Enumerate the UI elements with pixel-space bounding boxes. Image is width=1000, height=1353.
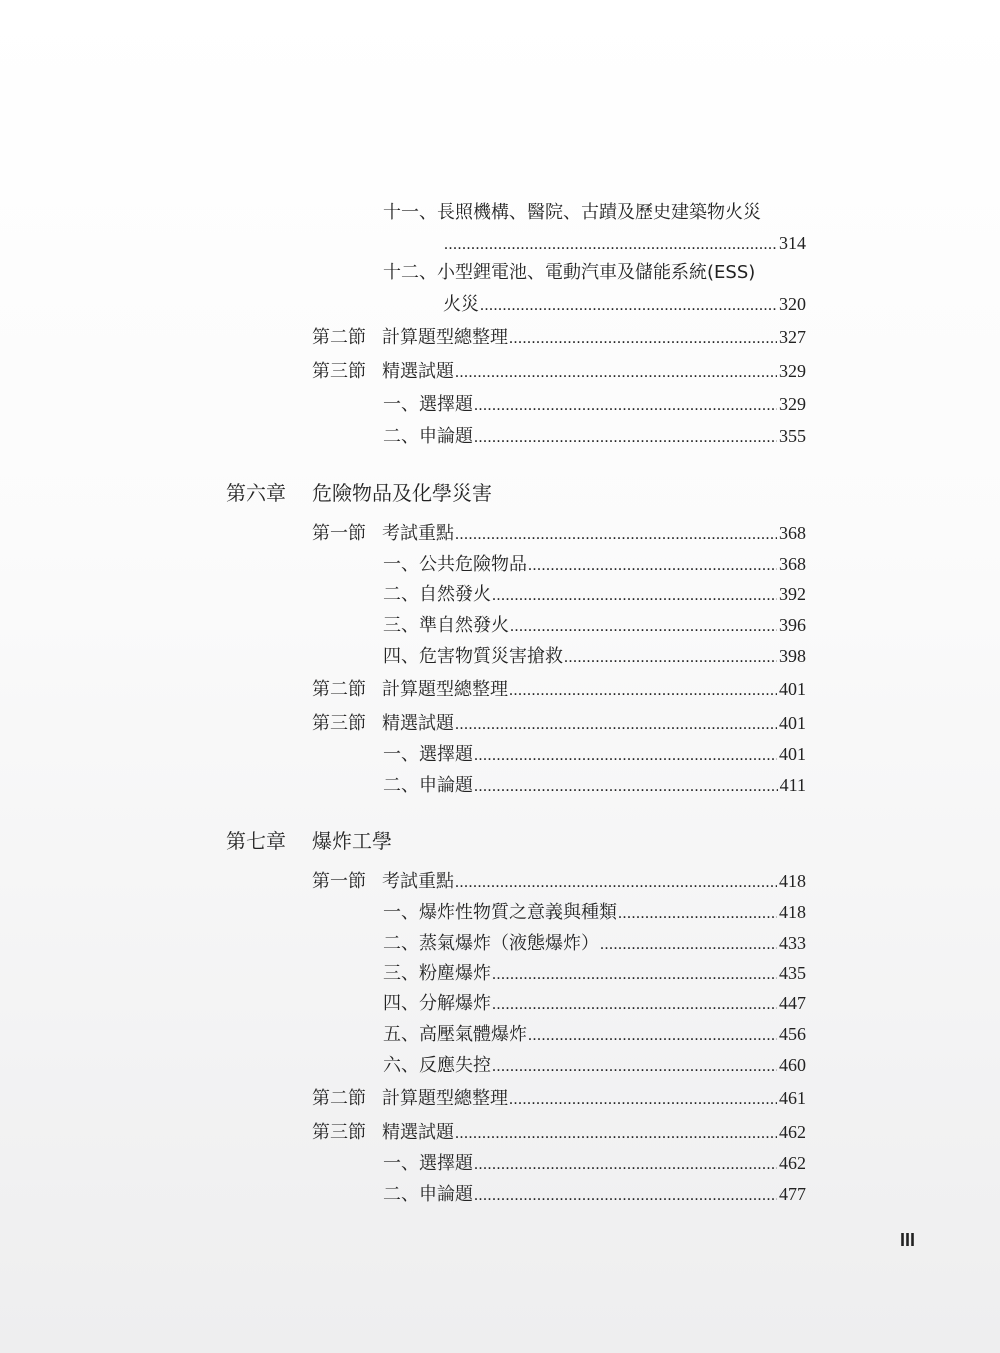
page-number: 401 (779, 713, 806, 733)
dot-leader (474, 745, 777, 767)
dot-leader (528, 555, 777, 577)
section-title (312, 679, 508, 701)
dot-leader (474, 776, 778, 798)
toc-section-3[interactable] (312, 360, 806, 384)
toc-item-title: 五、高壓氣體爆炸 (383, 1024, 527, 1045)
toc-subitem[interactable] (383, 901, 806, 925)
page-number: 368 (779, 554, 806, 574)
page-number: 327 (779, 327, 806, 347)
dot-leader (600, 934, 777, 956)
dot-leader (509, 328, 777, 350)
section-title (312, 871, 454, 893)
section-title (312, 1122, 454, 1144)
toc-item-title: 二、蒸氣爆炸（液態爆炸） (383, 933, 599, 954)
toc-item-title: 四、危害物質災害搶救 (383, 646, 563, 667)
toc-item-title: 三、準自然發火 (383, 615, 509, 636)
section-name: 考試重點 (382, 523, 454, 544)
toc-item-12-line1 (383, 262, 755, 284)
toc-section-1[interactable] (312, 522, 806, 546)
toc-subitem[interactable] (383, 774, 806, 798)
dot-leader (510, 616, 777, 638)
page-number: 477 (779, 1184, 806, 1204)
section-label: 第二節 (312, 679, 366, 700)
dot-leader (492, 1056, 777, 1078)
dot-leader (455, 872, 777, 894)
section-label: 第二節 (312, 1088, 366, 1109)
dot-leader (492, 585, 777, 607)
page-number: 462 (779, 1122, 806, 1142)
toc-section-3[interactable] (312, 1121, 806, 1145)
page-number: 314 (779, 233, 806, 253)
toc-item-title: 十一、長照機構、醫院、古蹟及歷史建築物火災 (383, 202, 761, 223)
dot-leader (564, 647, 777, 669)
toc-item-title: 十二、小型鋰電池、電動汽車及儲能系統(ESS) (383, 262, 756, 283)
toc-item-11-leader[interactable] (443, 232, 806, 256)
page-number: 418 (779, 871, 806, 891)
dot-leader (455, 524, 777, 546)
toc-subitem[interactable] (383, 614, 806, 638)
dot-leader (444, 234, 777, 256)
toc-section-2[interactable] (312, 326, 806, 350)
section-name: 計算題型總整理 (382, 327, 508, 348)
dot-leader (480, 295, 777, 317)
section-title (312, 327, 508, 349)
dot-leader (455, 362, 777, 384)
toc-item-title: 二、申論題 (383, 1184, 473, 1205)
chapter-7-heading[interactable] (226, 828, 392, 854)
page-number: 460 (779, 1055, 806, 1075)
toc-item-title: 二、自然發火 (383, 584, 491, 605)
chapter-title: 危險物品及化學災害 (312, 481, 492, 505)
section-name: 精選試題 (382, 1122, 454, 1143)
section-title (312, 713, 454, 735)
section-label: 第三節 (312, 361, 366, 382)
toc-item-title: 一、爆炸性物質之意義與種類 (383, 902, 617, 923)
toc-subitem[interactable] (383, 962, 806, 986)
toc-subitem[interactable] (383, 932, 806, 956)
toc-item-title: 一、選擇題 (383, 1153, 473, 1174)
dot-leader (474, 395, 777, 417)
section-name: 計算題型總整理 (382, 679, 508, 700)
chapter-label: 第七章 (226, 829, 286, 853)
toc-subitem[interactable] (383, 743, 806, 767)
toc-subitem[interactable] (383, 1023, 806, 1047)
page-folio: III (900, 1230, 916, 1250)
page-number: 396 (779, 615, 806, 635)
section-label: 第一節 (312, 523, 366, 544)
toc-subitem[interactable] (383, 1183, 806, 1207)
chapter-6-heading[interactable] (226, 480, 492, 506)
page-number: 398 (779, 646, 806, 666)
toc-section-3[interactable] (312, 712, 806, 736)
page-number: 418 (779, 902, 806, 922)
page-number: 447 (779, 993, 806, 1013)
toc-item-12-line2[interactable] (443, 293, 806, 317)
dot-leader (474, 1154, 777, 1176)
page-number: 320 (779, 294, 806, 314)
page-number: 401 (779, 744, 806, 764)
dot-leader (474, 427, 777, 449)
section-title (312, 361, 454, 383)
page-number: 435 (779, 963, 806, 983)
section-label: 第三節 (312, 713, 366, 734)
toc-item-title: 三、粉塵爆炸 (383, 963, 491, 984)
toc-section-2[interactable] (312, 678, 806, 702)
chapter-title: 爆炸工學 (312, 829, 392, 853)
toc-item-title: 六、反應失控 (383, 1055, 491, 1076)
section-name: 計算題型總整理 (382, 1088, 508, 1109)
toc-section-2[interactable] (312, 1087, 806, 1111)
toc-item-title: 一、選擇題 (383, 744, 473, 765)
section-title (312, 1088, 508, 1110)
dot-leader (492, 994, 777, 1016)
toc-subitem[interactable] (383, 583, 806, 607)
toc-subitem[interactable] (383, 425, 806, 449)
dot-leader (492, 964, 777, 986)
toc-item-title: 火災 (443, 294, 479, 315)
page-number: 411 (779, 775, 806, 795)
toc-item-title: 四、分解爆炸 (383, 993, 491, 1014)
toc-item-title: 一、選擇題 (383, 394, 473, 415)
dot-leader (509, 1089, 777, 1111)
section-label: 第二節 (312, 327, 366, 348)
toc-subitem[interactable] (383, 553, 806, 577)
page-number: 456 (779, 1024, 806, 1044)
page-number: 392 (779, 584, 806, 604)
dot-leader (528, 1025, 777, 1047)
page-number: 329 (779, 394, 806, 414)
section-title (312, 523, 454, 545)
toc-item-11-line1 (383, 202, 761, 224)
toc-subitem[interactable] (383, 393, 806, 417)
toc-item-title: 二、申論題 (383, 775, 473, 796)
page-number: 355 (779, 426, 806, 446)
toc-section-1[interactable] (312, 870, 806, 894)
toc-subitem[interactable] (383, 992, 806, 1016)
section-label: 第一節 (312, 871, 366, 892)
toc-subitem[interactable] (383, 1152, 806, 1176)
dot-leader (455, 714, 777, 736)
chapter-label: 第六章 (226, 481, 286, 505)
dot-leader (455, 1123, 777, 1145)
page-number: 368 (779, 523, 806, 543)
section-name: 精選試題 (382, 713, 454, 734)
dot-leader (509, 680, 777, 702)
page-number: 401 (779, 679, 806, 699)
toc-item-title: 一、公共危險物品 (383, 554, 527, 575)
toc-item-title: 二、申論題 (383, 426, 473, 447)
page-number: 461 (779, 1088, 806, 1108)
page-number: 329 (779, 361, 806, 381)
page-number: 462 (779, 1153, 806, 1173)
section-label: 第三節 (312, 1122, 366, 1143)
dot-leader (474, 1185, 777, 1207)
section-name: 精選試題 (382, 361, 454, 382)
section-name: 考試重點 (382, 871, 454, 892)
toc-subitem[interactable] (383, 645, 806, 669)
dot-leader (618, 903, 777, 925)
page-number: 433 (779, 933, 806, 953)
toc-subitem[interactable] (383, 1054, 806, 1078)
